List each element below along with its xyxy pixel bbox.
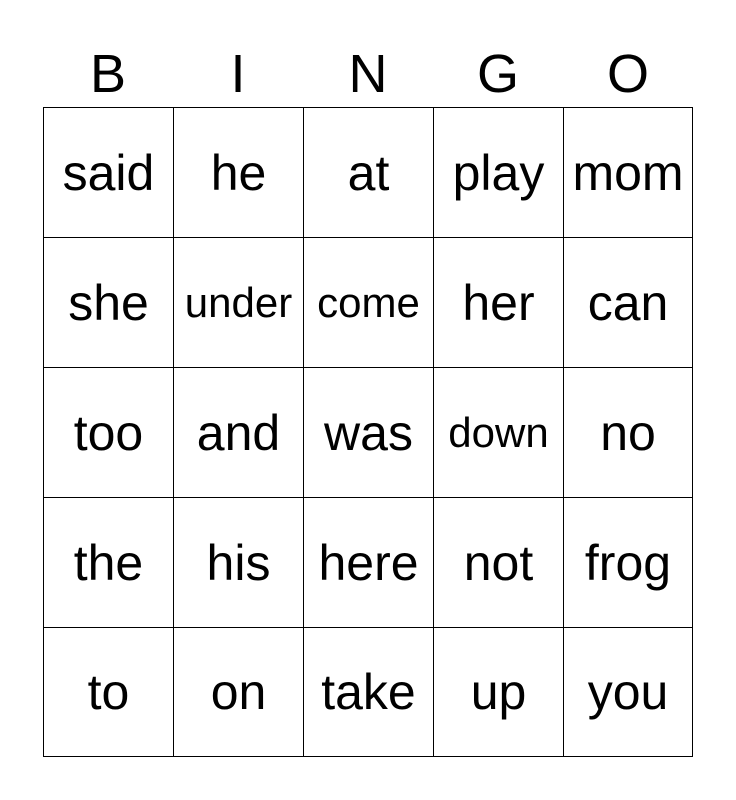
bingo-cell[interactable]: no: [563, 367, 693, 497]
bingo-cell[interactable]: frog: [563, 497, 693, 627]
bingo-cell[interactable]: was: [303, 367, 433, 497]
header-letter-n: N: [348, 44, 388, 104]
bingo-header: [43, 40, 693, 108]
bingo-cell[interactable]: on: [173, 627, 303, 757]
bingo-cell[interactable]: said: [43, 107, 173, 237]
bingo-cell[interactable]: you: [563, 627, 693, 757]
bingo-cell[interactable]: not: [433, 497, 563, 627]
bingo-cell[interactable]: come: [303, 237, 433, 367]
bingo-cell[interactable]: take: [303, 627, 433, 757]
bingo-cell[interactable]: mom: [563, 107, 693, 237]
bingo-cell[interactable]: to: [43, 627, 173, 757]
bingo-cell[interactable]: here: [303, 497, 433, 627]
bingo-cell[interactable]: he: [173, 107, 303, 237]
bingo-cell[interactable]: up: [433, 627, 563, 757]
bingo-card-grid: [43, 107, 693, 757]
bingo-cell[interactable]: at: [303, 107, 433, 237]
bingo-cell[interactable]: her: [433, 237, 563, 367]
bingo-cell[interactable]: she: [43, 237, 173, 367]
header-letter-o: O: [606, 44, 649, 104]
bingo-cell[interactable]: play: [433, 107, 563, 237]
bingo-cell[interactable]: under: [173, 237, 303, 367]
bingo-cell[interactable]: too: [43, 367, 173, 497]
bingo-cell[interactable]: his: [173, 497, 303, 627]
header-letter-b: B: [89, 44, 127, 104]
bingo-cell[interactable]: can: [563, 237, 693, 367]
header-letter-g: G: [476, 44, 519, 104]
bingo-cell[interactable]: down: [433, 367, 563, 497]
bingo-cell[interactable]: and: [173, 367, 303, 497]
header-letter-i: I: [230, 44, 246, 104]
bingo-cell[interactable]: the: [43, 497, 173, 627]
